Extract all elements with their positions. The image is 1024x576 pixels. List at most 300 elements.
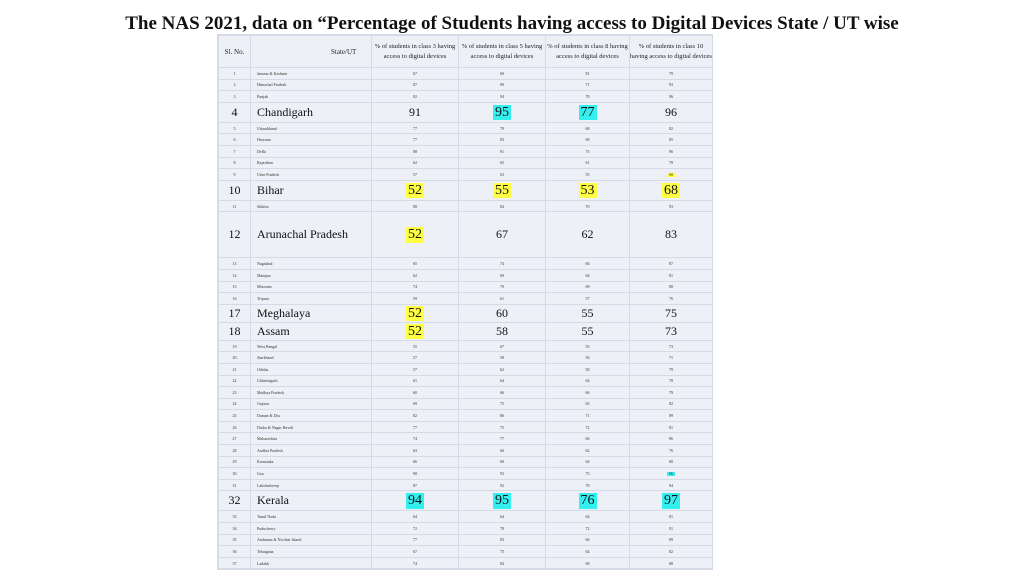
table-row	[219, 91, 713, 103]
cell-value: 55	[585, 171, 590, 177]
cell-state-name: Dadra & Nagar Haveli	[251, 421, 372, 433]
header-class-3: % of students in class 3 having access to digital devices	[372, 36, 459, 68]
cell-value: 75	[500, 401, 504, 407]
cell-state-name: West Bengal	[251, 340, 372, 352]
cell-state-name: Andhra Pradesh	[251, 445, 372, 457]
cell-value: 81	[669, 424, 673, 430]
table-row	[219, 511, 713, 523]
cell-class-8	[546, 269, 630, 281]
cell-class-5	[459, 340, 546, 352]
cell-sl-no: 26	[219, 421, 251, 433]
cell-sl-no: 21	[219, 363, 251, 375]
cell-class-10	[630, 523, 713, 535]
cell-sl-no: 4	[219, 102, 251, 122]
header-class-10: % of students in class 10 having access to digital devices	[630, 36, 713, 68]
cell-class-8	[546, 102, 630, 122]
cell-class-3	[372, 445, 459, 457]
cell-value: 83	[500, 537, 504, 543]
cell-value: 71	[585, 413, 590, 419]
cell-state-name: Telangana	[251, 546, 372, 558]
cell-value: 89	[669, 537, 673, 543]
cell-class-10	[630, 468, 713, 480]
cell-class-5	[459, 410, 546, 422]
cell-class-3	[372, 491, 459, 511]
cell-value: 57	[413, 366, 417, 372]
cell-state-name: Tripura	[251, 293, 372, 305]
cell-class-5	[459, 375, 546, 387]
table-row	[219, 363, 713, 375]
table-row	[219, 534, 713, 546]
cell-class-8	[546, 293, 630, 305]
table-row	[219, 352, 713, 364]
cell-value: 61	[585, 160, 590, 166]
cell-state-name: Uttarakhand	[251, 122, 372, 134]
cell-class-3	[372, 102, 459, 122]
cell-class-8	[546, 169, 630, 181]
cell-state-name: Chandigarh	[251, 102, 372, 122]
cell-value: 83	[500, 137, 504, 143]
cell-value: 61	[500, 295, 504, 301]
cell-value: 79	[669, 366, 673, 372]
cell-class-3	[372, 258, 459, 270]
cell-class-3	[372, 340, 459, 352]
table-row	[219, 145, 713, 157]
cell-sl-no: 34	[219, 523, 251, 535]
header-class-5: % of students in class 5 having access to digital devices	[459, 36, 546, 68]
cell-class-10	[630, 212, 713, 258]
cell-sl-no: 5	[219, 122, 251, 134]
table-row	[219, 546, 713, 558]
cell-class-3	[372, 134, 459, 146]
cell-class-10	[630, 410, 713, 422]
cell-class-5	[459, 433, 546, 445]
table-row	[219, 398, 713, 410]
cell-value: 79	[669, 70, 673, 76]
table-row	[219, 212, 713, 258]
cell-sl-no: 15	[219, 281, 251, 293]
highlight-cyan: 95	[495, 104, 509, 120]
cell-value: 58	[500, 355, 504, 361]
cell-value: 88	[669, 560, 673, 566]
table-row	[219, 79, 713, 91]
highlight-cyan: 96	[669, 470, 673, 476]
cell-class-8	[546, 122, 630, 134]
highlight-yellow: 52	[408, 182, 422, 198]
cell-value: 60	[413, 389, 417, 395]
cell-class-5	[459, 122, 546, 134]
cell-state-name: Jharkhand	[251, 352, 372, 364]
cell-class-8	[546, 180, 630, 200]
cell-class-10	[630, 557, 713, 569]
cell-value: 81	[585, 70, 590, 76]
cell-value: 67	[500, 343, 504, 349]
cell-class-8	[546, 68, 630, 80]
cell-value: 96	[665, 104, 677, 119]
table-row	[219, 293, 713, 305]
cell-sl-no: 30	[219, 468, 251, 480]
cell-value: 58	[585, 366, 590, 372]
cell-class-3	[372, 91, 459, 103]
cell-class-8	[546, 375, 630, 387]
cell-class-10	[630, 102, 713, 122]
cell-class-5	[459, 145, 546, 157]
cell-class-10	[630, 363, 713, 375]
cell-value: 64	[585, 272, 590, 278]
cell-class-5	[459, 180, 546, 200]
cell-class-8	[546, 445, 630, 457]
cell-value: 74	[413, 436, 417, 442]
cell-class-10	[630, 375, 713, 387]
cell-value: 62	[581, 227, 594, 242]
highlight-yellow: 68	[669, 171, 673, 177]
cell-class-10	[630, 491, 713, 511]
cell-class-10	[630, 293, 713, 305]
cell-class-3	[372, 363, 459, 375]
cell-class-8	[546, 79, 630, 91]
cell-class-10	[630, 479, 713, 491]
cell-value: 94	[669, 482, 673, 488]
cell-state-name: Maharashtra	[251, 433, 372, 445]
cell-class-8	[546, 157, 630, 169]
cell-value: 75	[500, 549, 504, 555]
cell-value: 64	[585, 514, 590, 520]
cell-class-10	[630, 322, 713, 340]
cell-value: 82	[413, 413, 417, 419]
table-row	[219, 102, 713, 122]
cell-class-10	[630, 340, 713, 352]
cell-class-5	[459, 258, 546, 270]
cell-class-10	[630, 200, 713, 212]
cell-value: 77	[413, 125, 417, 131]
cell-class-5	[459, 102, 546, 122]
cell-class-8	[546, 523, 630, 535]
cell-value: 66	[413, 459, 417, 465]
header-class-8: % of students in class 8 having access to digital devices	[546, 36, 630, 68]
cell-value: 61	[413, 378, 417, 384]
cell-sl-no: 16	[219, 293, 251, 305]
cell-class-5	[459, 322, 546, 340]
table-row	[219, 68, 713, 80]
highlight-cyan: 77	[580, 104, 595, 120]
cell-value: 64	[585, 378, 590, 384]
cell-class-10	[630, 534, 713, 546]
cell-value: 77	[413, 137, 417, 143]
cell-sl-no: 8	[219, 157, 251, 169]
cell-value: 75	[665, 305, 677, 320]
table-row	[219, 134, 713, 146]
cell-value: 81	[669, 272, 673, 278]
cell-class-8	[546, 398, 630, 410]
cell-class-10	[630, 421, 713, 433]
cell-class-3	[372, 534, 459, 546]
cell-sl-no: 24	[219, 398, 251, 410]
cell-sl-no: 25	[219, 410, 251, 422]
table-row	[219, 122, 713, 134]
cell-value: 77	[500, 436, 504, 442]
cell-class-3	[372, 468, 459, 480]
cell-class-3	[372, 322, 459, 340]
cell-sl-no: 14	[219, 269, 251, 281]
cell-state-name: Arunachal Pradesh	[251, 212, 372, 258]
cell-value: 81	[669, 514, 673, 520]
cell-class-3	[372, 79, 459, 91]
cell-value: 69	[413, 401, 417, 407]
cell-value: 69	[585, 284, 590, 290]
cell-class-5	[459, 269, 546, 281]
cell-class-8	[546, 322, 630, 340]
cell-class-3	[372, 352, 459, 364]
cell-value: 74	[500, 261, 504, 267]
cell-class-10	[630, 122, 713, 134]
cell-state-name: Madhya Pradesh	[251, 387, 372, 399]
cell-value: 69	[500, 459, 504, 465]
cell-state-name: Uttar Pradesh	[251, 169, 372, 181]
cell-value: 66	[585, 537, 590, 543]
highlight-cyan: 76	[580, 493, 595, 509]
cell-sl-no: 2	[219, 79, 251, 91]
cell-class-10	[630, 269, 713, 281]
cell-class-5	[459, 445, 546, 457]
cell-value: 86	[500, 413, 504, 419]
cell-value: 55	[581, 305, 594, 320]
cell-class-8	[546, 340, 630, 352]
cell-value: 66	[585, 261, 590, 267]
cell-class-8	[546, 410, 630, 422]
cell-class-8	[546, 456, 630, 468]
cell-value: 82	[669, 125, 673, 131]
cell-value: 69	[585, 560, 590, 566]
cell-value: 56	[585, 355, 590, 361]
cell-class-10	[630, 304, 713, 322]
cell-value: 74	[413, 560, 417, 566]
cell-value: 80	[413, 203, 417, 209]
cell-value: 64	[500, 378, 504, 384]
cell-state-name: Jammu & Kashmir	[251, 68, 372, 80]
cell-sl-no: 36	[219, 546, 251, 558]
cell-class-3	[372, 169, 459, 181]
cell-value: 96	[669, 93, 673, 99]
cell-class-8	[546, 433, 630, 445]
table-row	[219, 269, 713, 281]
header-state-ut: State/UT	[251, 36, 372, 68]
table-row	[219, 169, 713, 181]
cell-class-3	[372, 180, 459, 200]
table-row	[219, 180, 713, 200]
cell-state-name: Haryana	[251, 134, 372, 146]
cell-state-name: Daman & Diu	[251, 410, 372, 422]
cell-class-3	[372, 398, 459, 410]
cell-class-3	[372, 410, 459, 422]
cell-sl-no: 13	[219, 258, 251, 270]
cell-state-name: Mizoram	[251, 281, 372, 293]
cell-state-name: Puducherry	[251, 523, 372, 535]
cell-value: 57	[585, 295, 590, 301]
table-row	[219, 200, 713, 212]
cell-value: 76	[669, 447, 673, 453]
highlight-cyan: 95	[495, 493, 509, 509]
table-row	[219, 340, 713, 352]
cell-class-5	[459, 387, 546, 399]
cell-class-5	[459, 523, 546, 535]
cell-value: 78	[669, 160, 673, 166]
cell-class-3	[372, 546, 459, 558]
table-row	[219, 375, 713, 387]
cell-state-name: Goa	[251, 468, 372, 480]
cell-value: 77	[413, 424, 417, 430]
cell-value: 66	[500, 389, 504, 395]
cell-value: 75	[500, 424, 504, 430]
cell-value: 67	[496, 227, 508, 242]
cell-class-3	[372, 511, 459, 523]
cell-value: 77	[413, 537, 417, 543]
cell-sl-no: 22	[219, 375, 251, 387]
cell-class-8	[546, 387, 630, 399]
cell-class-8	[546, 145, 630, 157]
cell-value: 71	[585, 82, 590, 88]
cell-class-3	[372, 281, 459, 293]
table-row	[219, 479, 713, 491]
cell-value: 67	[413, 70, 417, 76]
cell-value: 94	[500, 93, 504, 99]
cell-class-10	[630, 68, 713, 80]
table-row	[219, 258, 713, 270]
cell-class-8	[546, 546, 630, 558]
table-row	[219, 557, 713, 569]
cell-class-5	[459, 79, 546, 91]
cell-class-3	[372, 200, 459, 212]
header-sl-no: Sl. No.	[219, 36, 251, 68]
table-row	[219, 491, 713, 511]
cell-class-3	[372, 212, 459, 258]
cell-value: 66	[585, 436, 590, 442]
table-row	[219, 468, 713, 480]
cell-class-8	[546, 258, 630, 270]
cell-state-name: Gujarat	[251, 398, 372, 410]
cell-class-8	[546, 212, 630, 258]
cell-class-3	[372, 557, 459, 569]
cell-state-name: Meghalaya	[251, 304, 372, 322]
cell-state-name: Lakshadweep	[251, 479, 372, 491]
table-row	[219, 445, 713, 457]
cell-class-3	[372, 293, 459, 305]
table-row	[219, 304, 713, 322]
cell-class-5	[459, 68, 546, 80]
cell-value: 59	[413, 295, 417, 301]
cell-value: 96	[669, 148, 673, 154]
cell-class-3	[372, 68, 459, 80]
cell-state-name: Nagaland	[251, 258, 372, 270]
cell-value: 84	[500, 203, 504, 209]
cell-value: 87	[413, 82, 417, 88]
cell-value: 71	[669, 355, 673, 361]
cell-value: 69	[500, 272, 504, 278]
cell-state-name: Manipur	[251, 269, 372, 281]
cell-value: 78	[585, 93, 590, 99]
cell-value: 65	[500, 160, 504, 166]
cell-class-5	[459, 511, 546, 523]
cell-value: 87	[669, 261, 673, 267]
cell-state-name: Odisha	[251, 363, 372, 375]
cell-value: 58	[496, 323, 508, 338]
cell-class-3	[372, 456, 459, 468]
cell-class-8	[546, 281, 630, 293]
table-row	[219, 433, 713, 445]
cell-class-3	[372, 145, 459, 157]
cell-value: 79	[500, 284, 504, 290]
cell-value: 72	[585, 525, 590, 531]
cell-value: 90	[500, 82, 504, 88]
cell-class-10	[630, 511, 713, 523]
cell-class-8	[546, 134, 630, 146]
cell-value: 57	[413, 355, 417, 361]
cell-value: 76	[669, 295, 673, 301]
cell-class-8	[546, 491, 630, 511]
cell-class-8	[546, 363, 630, 375]
cell-sl-no: 7	[219, 145, 251, 157]
cell-value: 88	[413, 148, 417, 154]
cell-class-5	[459, 363, 546, 375]
cell-sl-no: 6	[219, 134, 251, 146]
cell-value: 55	[581, 323, 594, 338]
table-row	[219, 523, 713, 535]
cell-value: 78	[669, 378, 673, 384]
cell-value: 82	[669, 401, 673, 407]
cell-class-10	[630, 169, 713, 181]
cell-sl-no: 32	[219, 491, 251, 511]
highlight-yellow: 52	[408, 227, 422, 243]
cell-value: 91	[669, 525, 673, 531]
cell-class-3	[372, 421, 459, 433]
cell-value: 89	[669, 413, 673, 419]
cell-sl-no: 27	[219, 433, 251, 445]
highlight-cyan: 94	[408, 493, 422, 509]
cell-class-10	[630, 445, 713, 457]
table-row	[219, 281, 713, 293]
cell-sl-no: 3	[219, 91, 251, 103]
cell-sl-no: 20	[219, 352, 251, 364]
cell-value: 86	[669, 436, 673, 442]
cell-class-5	[459, 293, 546, 305]
cell-state-name: Sikkim	[251, 200, 372, 212]
cell-state-name: Rajasthan	[251, 157, 372, 169]
cell-value: 92	[413, 93, 417, 99]
cell-class-8	[546, 511, 630, 523]
cell-value: 55	[413, 343, 417, 349]
highlight-yellow: 68	[664, 182, 678, 198]
cell-class-3	[372, 375, 459, 387]
cell-class-8	[546, 352, 630, 364]
cell-value: 83	[665, 227, 677, 242]
cell-class-5	[459, 491, 546, 511]
cell-value: 80	[669, 459, 673, 465]
cell-class-5	[459, 169, 546, 181]
cell-sl-no: 19	[219, 340, 251, 352]
cell-class-5	[459, 456, 546, 468]
cell-sl-no: 10	[219, 180, 251, 200]
cell-value: 57	[413, 171, 417, 177]
cell-sl-no: 23	[219, 387, 251, 399]
cell-class-10	[630, 387, 713, 399]
cell-value: 64	[585, 459, 590, 465]
cell-state-name: Tamil Nadu	[251, 511, 372, 523]
cell-class-5	[459, 304, 546, 322]
cell-class-10	[630, 433, 713, 445]
cell-state-name: Ladakh	[251, 557, 372, 569]
table-row	[219, 421, 713, 433]
table-row	[219, 456, 713, 468]
cell-value: 75	[585, 471, 590, 477]
cell-state-name: Delhi	[251, 145, 372, 157]
